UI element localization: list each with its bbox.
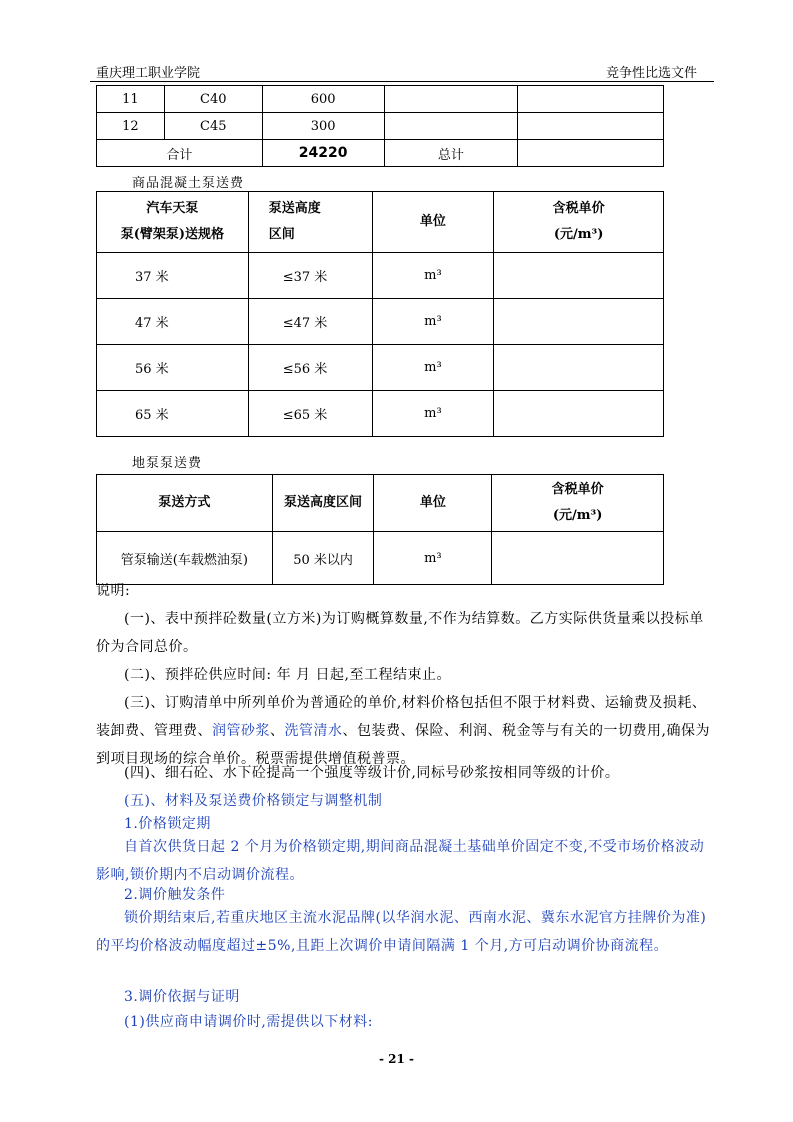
lock-period-heading: 1.价格锁定期 (124, 816, 211, 832)
pump-spec: 56 米 (97, 345, 249, 391)
pump-spec: 47 米 (97, 299, 249, 345)
pump-height: ≤47 米 (248, 299, 372, 345)
col-header-method: 泵送方式 (97, 475, 273, 532)
truck-pump-fee-table (96, 191, 664, 437)
price-cell (494, 253, 664, 299)
header-school-name: 重庆理工职业学院 (96, 66, 201, 81)
price-cell (494, 345, 664, 391)
col-header-height: 泵送高度 区间 (248, 192, 372, 253)
pump-height: ≤56 米 (248, 345, 372, 391)
header-doc-type: 竞争性比选文件 (605, 66, 697, 81)
note-3: (三)、订购清单中所列单价为普通砼的单价,材料价格包括但不限于材料费、运输费及损耗、装卸费、管理费、润管砂浆、洗管清水、包装费、保险、利润、税金等与有关的一切费用,确保为到项目现场的综合单价。税票需提供增值税普票。 (96, 695, 710, 767)
ground-pump-fee-table (96, 474, 664, 585)
page-number: - 21 - (378, 1052, 414, 1066)
row-number: 12 (97, 113, 165, 140)
grand-total-value (518, 140, 664, 167)
amount-cell (518, 86, 664, 113)
table-header-row (97, 475, 664, 532)
trigger-text: 锁价期结束后,若重庆地区主流水泥品牌(以华润水泥、西南水泥、冀东水泥官方挂牌价为准)的平均价格波动幅度超过±5%,且距上次调价申请间隔满 1 个月,方可启动调价协商流程。 (96, 910, 707, 954)
total-row (97, 140, 664, 167)
col-header-price: 含税单价 (元/m³) (494, 192, 664, 253)
table-row (97, 391, 664, 437)
col-header-unit: 单位 (374, 475, 492, 532)
total-label: 合计 (97, 140, 263, 167)
ground-pump-caption: 地泵泵送费 (132, 456, 203, 471)
pump-unit: m³ (374, 532, 492, 585)
pump-spec: 37 米 (97, 253, 249, 299)
pump-height: ≤37 米 (248, 253, 372, 299)
basis-text: (1)供应商申请调价时,需提供以下材料: (124, 1014, 373, 1030)
pump-unit: m³ (372, 345, 494, 391)
amount-cell (518, 113, 664, 140)
table-row (97, 345, 664, 391)
price-cell (494, 391, 664, 437)
pump-unit: m³ (372, 299, 494, 345)
total-value: 24220 (262, 140, 384, 167)
table-row (97, 86, 664, 113)
note-5-heading: (五)、材料及泵送费价格锁定与调整机制 (124, 793, 383, 809)
basis-heading: 3.调价依据与证明 (124, 989, 240, 1005)
notes-title: 说明: (96, 583, 131, 599)
row-number: 11 (97, 86, 165, 113)
note-2: (二)、预拌砼供应时间: 年 月 日起,至工程结束止。 (124, 667, 451, 683)
price-cell (494, 299, 664, 345)
col-header-unit: 单位 (372, 192, 494, 253)
unit-price-cell (384, 86, 518, 113)
pump-fee-caption: 商品混凝土泵送费 (132, 176, 245, 191)
note-4: (四)、细石砼、水下砼提高一个强度等级计价,同标号砂浆按相同等级的计价。 (124, 765, 620, 781)
pump-method: 管泵输送(车载燃油泵) (97, 532, 273, 585)
pump-unit: m³ (372, 253, 494, 299)
table-row (97, 253, 664, 299)
highlight-mortar: 润管砂浆 (212, 723, 270, 739)
highlight-water: 洗管清水 (284, 723, 343, 739)
note-1: (一)、表中预拌砼数量(立方米)为订购概算数量,不作为结算数。乙方实际供货量乘以投标单价为合同总价。 (96, 611, 704, 655)
col-header-height-range: 泵送高度区间 (272, 475, 374, 532)
concrete-grade: C40 (164, 86, 262, 113)
concrete-quantity-table (96, 85, 664, 167)
unit-price-cell (384, 113, 518, 140)
pump-height: ≤65 米 (248, 391, 372, 437)
table-row (97, 113, 664, 140)
quantity: 300 (262, 113, 384, 140)
col-header-spec: 汽车天泵 泵(臂架泵)送规格 (97, 192, 249, 253)
col-header-price: 含税单价 (元/m³) (492, 475, 664, 532)
lock-period-text: 自首次供货日起 2 个月为价格锁定期,期间商品混凝土基础单价固定不变,不受市场价格波动影响,锁价期内不启动调价流程。 (96, 839, 705, 883)
pump-height-range: 50 米以内 (272, 532, 374, 585)
pump-unit: m³ (372, 391, 494, 437)
header-divider (90, 81, 714, 82)
trigger-heading: 2.调价触发条件 (124, 887, 226, 903)
quantity: 600 (262, 86, 384, 113)
table-row (97, 299, 664, 345)
pump-spec: 65 米 (97, 391, 249, 437)
concrete-grade: C45 (164, 113, 262, 140)
grand-total-label: 总计 (384, 140, 518, 167)
table-header-row (97, 192, 664, 253)
